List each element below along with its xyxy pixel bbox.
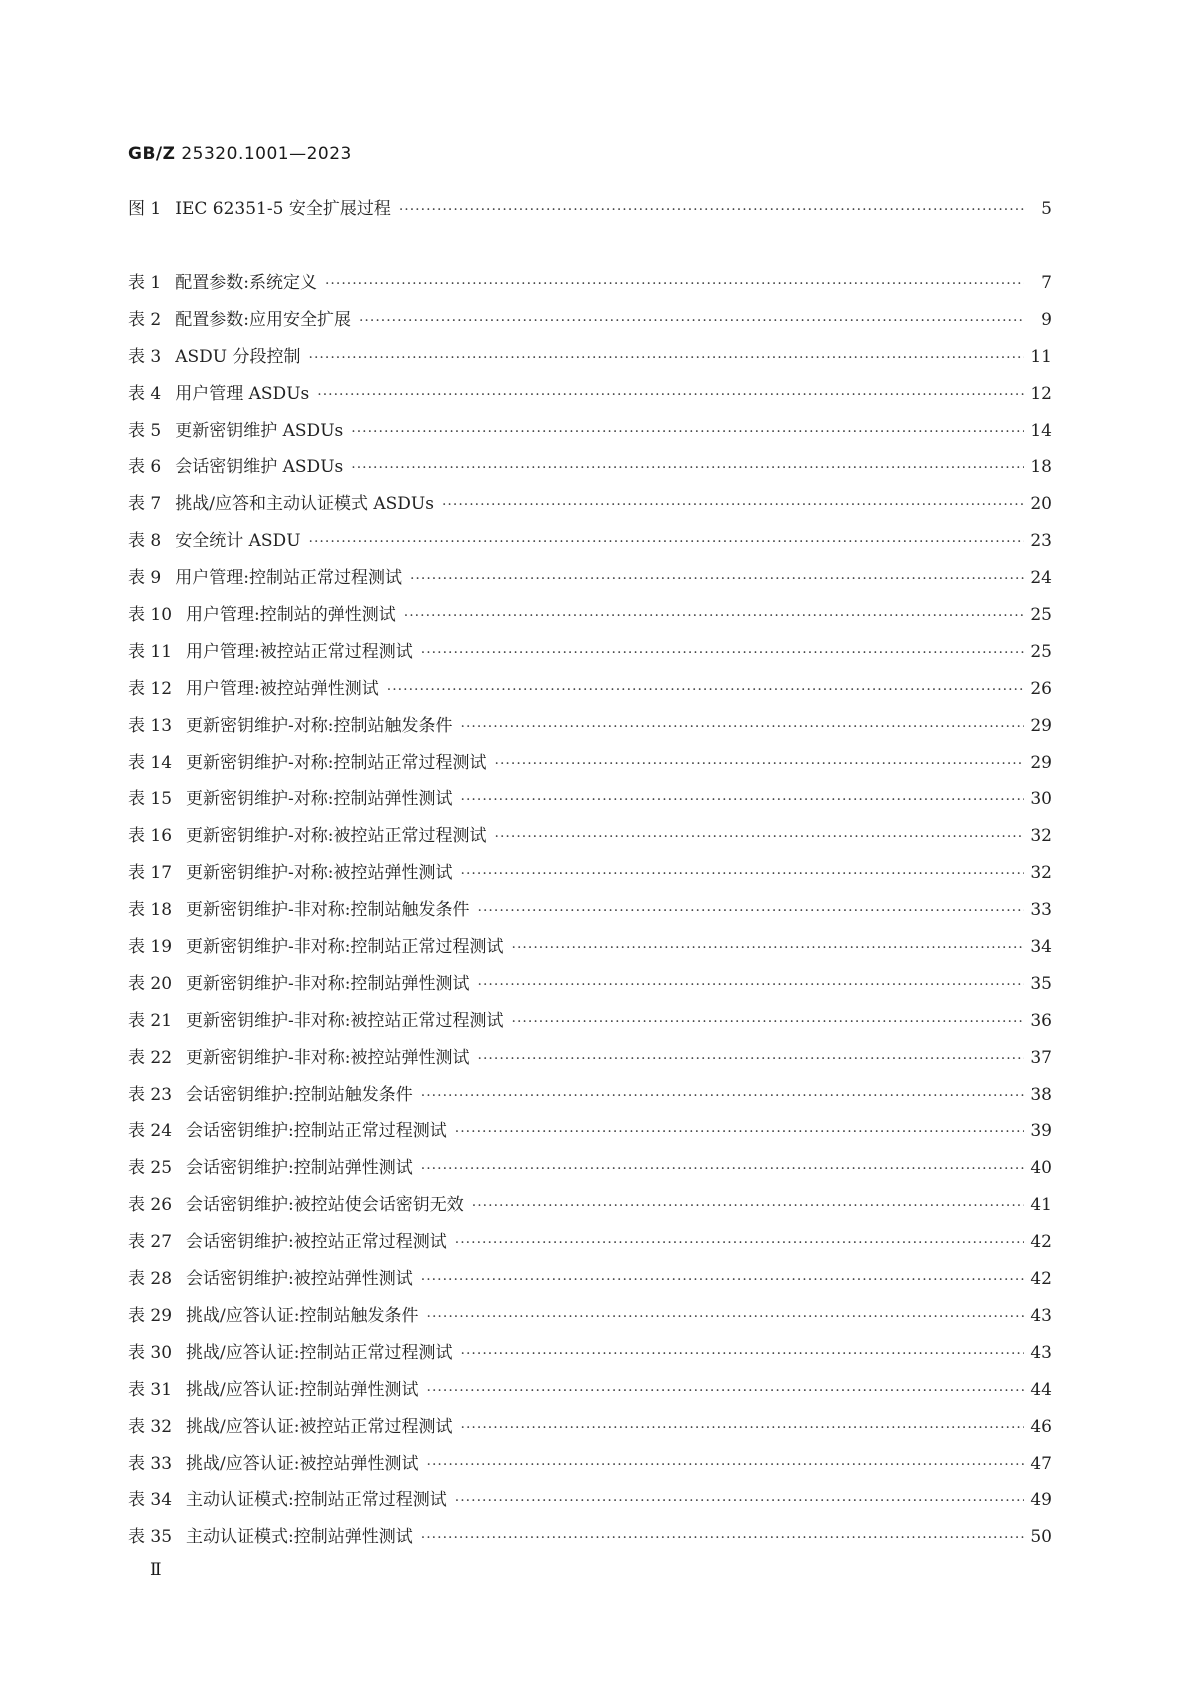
entry-label: 表 25	[128, 1158, 173, 1179]
entry-label: 表 15	[128, 789, 173, 810]
entry-title: 更新密钥维护-对称:控制站触发条件	[186, 715, 453, 736]
table-list	[128, 268, 1052, 1559]
dot-leader	[461, 1346, 1024, 1362]
entry-page: 18	[1030, 457, 1052, 478]
entry-title: 配置参数:系统定义	[175, 273, 317, 293]
entry-label: 表 17	[128, 863, 173, 884]
dot-leader	[351, 424, 1024, 440]
entry-page: 11	[1030, 346, 1052, 367]
entry-title: 更新密钥维护 ASDUs	[175, 420, 344, 441]
entry-label: 表 1	[128, 273, 162, 293]
toc-entry-table[interactable]	[128, 526, 1052, 563]
entry-page: 35	[1030, 973, 1052, 994]
entry-page: 26	[1030, 678, 1052, 699]
entry-page: 34	[1030, 937, 1052, 958]
toc-entry-table[interactable]	[128, 1485, 1052, 1522]
entry-label: 表 23	[128, 1084, 173, 1105]
document-header	[128, 144, 352, 164]
entry-page: 29	[1030, 715, 1052, 736]
entry-title: 安全统计 ASDU	[175, 531, 301, 552]
entry-title: 用户管理 ASDUs	[175, 383, 310, 404]
entry-title: ASDU 分段控制	[175, 346, 301, 367]
entry-title: 更新密钥维护-对称:控制站弹性测试	[186, 789, 453, 810]
entry-label: 表 24	[128, 1121, 173, 1142]
toc-entry-table[interactable]	[128, 858, 1052, 895]
entry-page: 23	[1030, 531, 1052, 552]
toc-entry-table[interactable]	[128, 1338, 1052, 1375]
entry-label: 表 30	[128, 1342, 173, 1363]
entry-title: 会话密钥维护:控制站正常过程测试	[186, 1121, 447, 1142]
dot-leader	[421, 1272, 1024, 1288]
entry-label: 表 21	[128, 1010, 173, 1031]
dot-leader	[455, 1124, 1024, 1140]
entry-page: 37	[1030, 1047, 1052, 1068]
toc-entry-table[interactable]	[128, 1116, 1052, 1153]
entry-title: 主动认证模式:控制站正常过程测试	[186, 1490, 447, 1511]
entry-page: 43	[1030, 1305, 1052, 1326]
entry-page: 49	[1030, 1490, 1052, 1511]
toc-entry-table[interactable]	[128, 1153, 1052, 1190]
entry-label: 表 10	[128, 605, 173, 626]
entry-page: 41	[1030, 1195, 1052, 1216]
toc-entry-table[interactable]	[128, 895, 1052, 932]
toc-entry-table[interactable]	[128, 305, 1052, 342]
entry-page: 50	[1030, 1527, 1052, 1548]
dot-leader	[309, 350, 1024, 366]
entry-title: 会话密钥维护:被控站正常过程测试	[186, 1232, 447, 1253]
dot-leader	[461, 719, 1024, 735]
dot-leader	[427, 1309, 1024, 1325]
entry-page: 33	[1030, 900, 1052, 921]
toc-entry-table[interactable]	[128, 563, 1052, 600]
entry-page: 25	[1030, 641, 1052, 662]
dot-leader	[455, 1235, 1024, 1251]
toc-entry-table[interactable]	[128, 821, 1052, 858]
entry-label: 表 19	[128, 937, 173, 958]
dot-leader	[421, 1088, 1024, 1104]
entry-label: 表 18	[128, 900, 173, 921]
entry-label: 表 29	[128, 1305, 173, 1326]
entry-label: 表 5	[128, 420, 162, 441]
entry-title: 更新密钥维护-非对称:被控站弹性测试	[186, 1047, 470, 1068]
dot-leader	[478, 977, 1024, 993]
entry-title: 更新密钥维护-对称:被控站弹性测试	[186, 863, 453, 884]
toc-entry-table[interactable]	[128, 637, 1052, 674]
toc-entry-table[interactable]	[128, 1412, 1052, 1449]
entry-page: 5	[1041, 199, 1052, 219]
entry-page: 14	[1030, 420, 1052, 441]
entry-title: 挑战/应答认证:被控站正常过程测试	[186, 1416, 453, 1437]
dot-leader	[325, 276, 1024, 292]
entry-label: 表 13	[128, 715, 173, 736]
entry-label: 表 27	[128, 1232, 173, 1253]
entry-title: 挑战/应答认证:控制站正常过程测试	[186, 1342, 453, 1363]
entry-label: 表 20	[128, 973, 173, 994]
dot-leader	[461, 792, 1024, 808]
standard-code: GB/Z	[128, 144, 176, 164]
entry-page: 24	[1030, 568, 1052, 589]
entry-page: 36	[1030, 1010, 1052, 1031]
entry-title: 会话密钥维护 ASDUs	[175, 457, 344, 478]
entry-page: 42	[1030, 1269, 1052, 1290]
page-number: Ⅱ	[150, 1560, 162, 1580]
dot-leader	[495, 829, 1024, 845]
dot-leader	[309, 534, 1024, 550]
entry-title: IEC 62351-5 安全扩展过程	[175, 199, 391, 219]
toc-entry-figure[interactable]	[128, 194, 1052, 231]
toc-entry-table[interactable]	[128, 1080, 1052, 1117]
entry-page: 12	[1030, 383, 1052, 404]
dot-leader	[404, 608, 1024, 624]
figure-list	[128, 194, 1052, 231]
entry-title: 更新密钥维护-非对称:控制站弹性测试	[186, 973, 470, 994]
toc-entry-table[interactable]	[128, 452, 1052, 489]
toc-entry-table[interactable]	[128, 1375, 1052, 1412]
entry-label: 表 14	[128, 752, 173, 773]
toc-entry-table[interactable]	[128, 932, 1052, 969]
entry-page: 25	[1030, 605, 1052, 626]
entry-label: 表 8	[128, 531, 162, 552]
dot-leader	[421, 1161, 1024, 1177]
entry-page: 38	[1030, 1084, 1052, 1105]
entry-label: 表 35	[128, 1527, 173, 1548]
entry-label: 表 34	[128, 1490, 173, 1511]
dot-leader	[495, 756, 1024, 772]
entry-page: 43	[1030, 1342, 1052, 1363]
dot-leader	[427, 1383, 1024, 1399]
entry-title: 配置参数:应用安全扩展	[175, 309, 351, 330]
entry-title: 用户管理:控制站正常过程测试	[175, 568, 402, 589]
entry-title: 会话密钥维护:控制站弹性测试	[186, 1158, 413, 1179]
entry-label: 表 11	[128, 641, 173, 662]
entry-page: 29	[1030, 752, 1052, 773]
entry-page: 32	[1030, 863, 1052, 884]
entry-label: 表 3	[128, 346, 162, 367]
entry-title: 用户管理:控制站的弹性测试	[186, 605, 396, 626]
entry-label: 图 1	[128, 199, 162, 219]
standard-number: 25320.1001—2023	[181, 144, 352, 164]
entry-page: 44	[1030, 1379, 1052, 1400]
dot-leader	[442, 497, 1024, 513]
entry-title: 更新密钥维护-对称:控制站正常过程测试	[186, 752, 487, 773]
toc-entry-table[interactable]	[128, 784, 1052, 821]
toc-entry-table[interactable]	[128, 1190, 1052, 1227]
toc-entry-table[interactable]	[128, 1043, 1052, 1080]
entry-label: 表 2	[128, 309, 162, 330]
toc-entry-table[interactable]	[128, 1449, 1052, 1486]
dot-leader	[461, 866, 1024, 882]
entry-title: 挑战/应答和主动认证模式 ASDUs	[175, 494, 434, 515]
entry-title: 会话密钥维护:被控站弹性测试	[186, 1269, 413, 1290]
entry-label: 表 7	[128, 494, 162, 515]
entry-title: 更新密钥维护-对称:被控站正常过程测试	[186, 826, 487, 847]
entry-label: 表 31	[128, 1379, 173, 1400]
entry-title: 更新密钥维护-非对称:被控站正常过程测试	[186, 1010, 504, 1031]
dot-leader	[387, 682, 1024, 698]
dot-leader	[512, 1014, 1024, 1030]
toc-entry-table[interactable]	[128, 674, 1052, 711]
entry-page: 32	[1030, 826, 1052, 847]
dot-leader	[478, 1051, 1024, 1067]
entry-title: 更新密钥维护-非对称:控制站触发条件	[186, 900, 470, 921]
toc-entry-table[interactable]	[128, 748, 1052, 785]
dot-leader	[421, 645, 1024, 661]
entry-page: 42	[1030, 1232, 1052, 1253]
toc-entry-table[interactable]	[128, 416, 1052, 453]
dot-leader	[478, 903, 1024, 919]
entry-title: 主动认证模式:控制站弹性测试	[186, 1527, 413, 1548]
entry-page: 30	[1030, 789, 1052, 810]
toc-entry-table[interactable]	[128, 1522, 1052, 1559]
entry-label: 表 6	[128, 457, 162, 478]
dot-leader	[455, 1493, 1024, 1509]
entry-label: 表 9	[128, 568, 162, 589]
entry-title: 用户管理:被控站正常过程测试	[186, 641, 413, 662]
entry-title: 挑战/应答认证:被控站弹性测试	[186, 1453, 419, 1474]
dot-leader	[421, 1530, 1024, 1546]
entry-page: 39	[1030, 1121, 1052, 1142]
dot-leader	[317, 387, 1024, 403]
dot-leader	[472, 1198, 1024, 1214]
entry-label: 表 33	[128, 1453, 173, 1474]
entry-label: 表 28	[128, 1269, 173, 1290]
entry-label: 表 16	[128, 826, 173, 847]
dot-leader	[399, 202, 1024, 218]
toc-entry-table[interactable]	[128, 600, 1052, 637]
entry-title: 挑战/应答认证:控制站弹性测试	[186, 1379, 419, 1400]
toc-entry-table[interactable]	[128, 1227, 1052, 1264]
entry-label: 表 4	[128, 383, 162, 404]
dot-leader	[461, 1420, 1024, 1436]
toc-entry-table[interactable]	[128, 969, 1052, 1006]
toc-entry-table[interactable]	[128, 489, 1052, 526]
toc-entry-table[interactable]	[128, 379, 1052, 416]
toc-entry-table[interactable]	[128, 1301, 1052, 1338]
dot-leader	[410, 571, 1024, 587]
toc-entry-table[interactable]	[128, 268, 1052, 305]
entry-label: 表 32	[128, 1416, 173, 1437]
toc-entry-table[interactable]	[128, 342, 1052, 379]
entry-title: 更新密钥维护-非对称:控制站正常过程测试	[186, 937, 504, 958]
entry-title: 会话密钥维护:被控站使会话密钥无效	[186, 1195, 464, 1216]
entry-page: 20	[1030, 494, 1052, 515]
entry-label: 表 26	[128, 1195, 173, 1216]
toc-entry-table[interactable]	[128, 1006, 1052, 1043]
entry-title: 挑战/应答认证:控制站触发条件	[186, 1305, 419, 1326]
entry-title: 用户管理:被控站弹性测试	[186, 678, 379, 699]
dot-leader	[512, 940, 1024, 956]
entry-page: 40	[1030, 1158, 1052, 1179]
entry-page: 46	[1030, 1416, 1052, 1437]
dot-leader	[427, 1457, 1024, 1473]
entry-label: 表 12	[128, 678, 173, 699]
entry-page: 7	[1041, 273, 1052, 293]
dot-leader	[359, 313, 1024, 329]
toc-entry-table[interactable]	[128, 1264, 1052, 1301]
entry-title: 会话密钥维护:控制站触发条件	[186, 1084, 413, 1105]
entry-page: 47	[1030, 1453, 1052, 1474]
entry-label: 表 22	[128, 1047, 173, 1068]
entry-page: 9	[1041, 309, 1052, 330]
dot-leader	[351, 460, 1024, 476]
toc-entry-table[interactable]	[128, 711, 1052, 748]
